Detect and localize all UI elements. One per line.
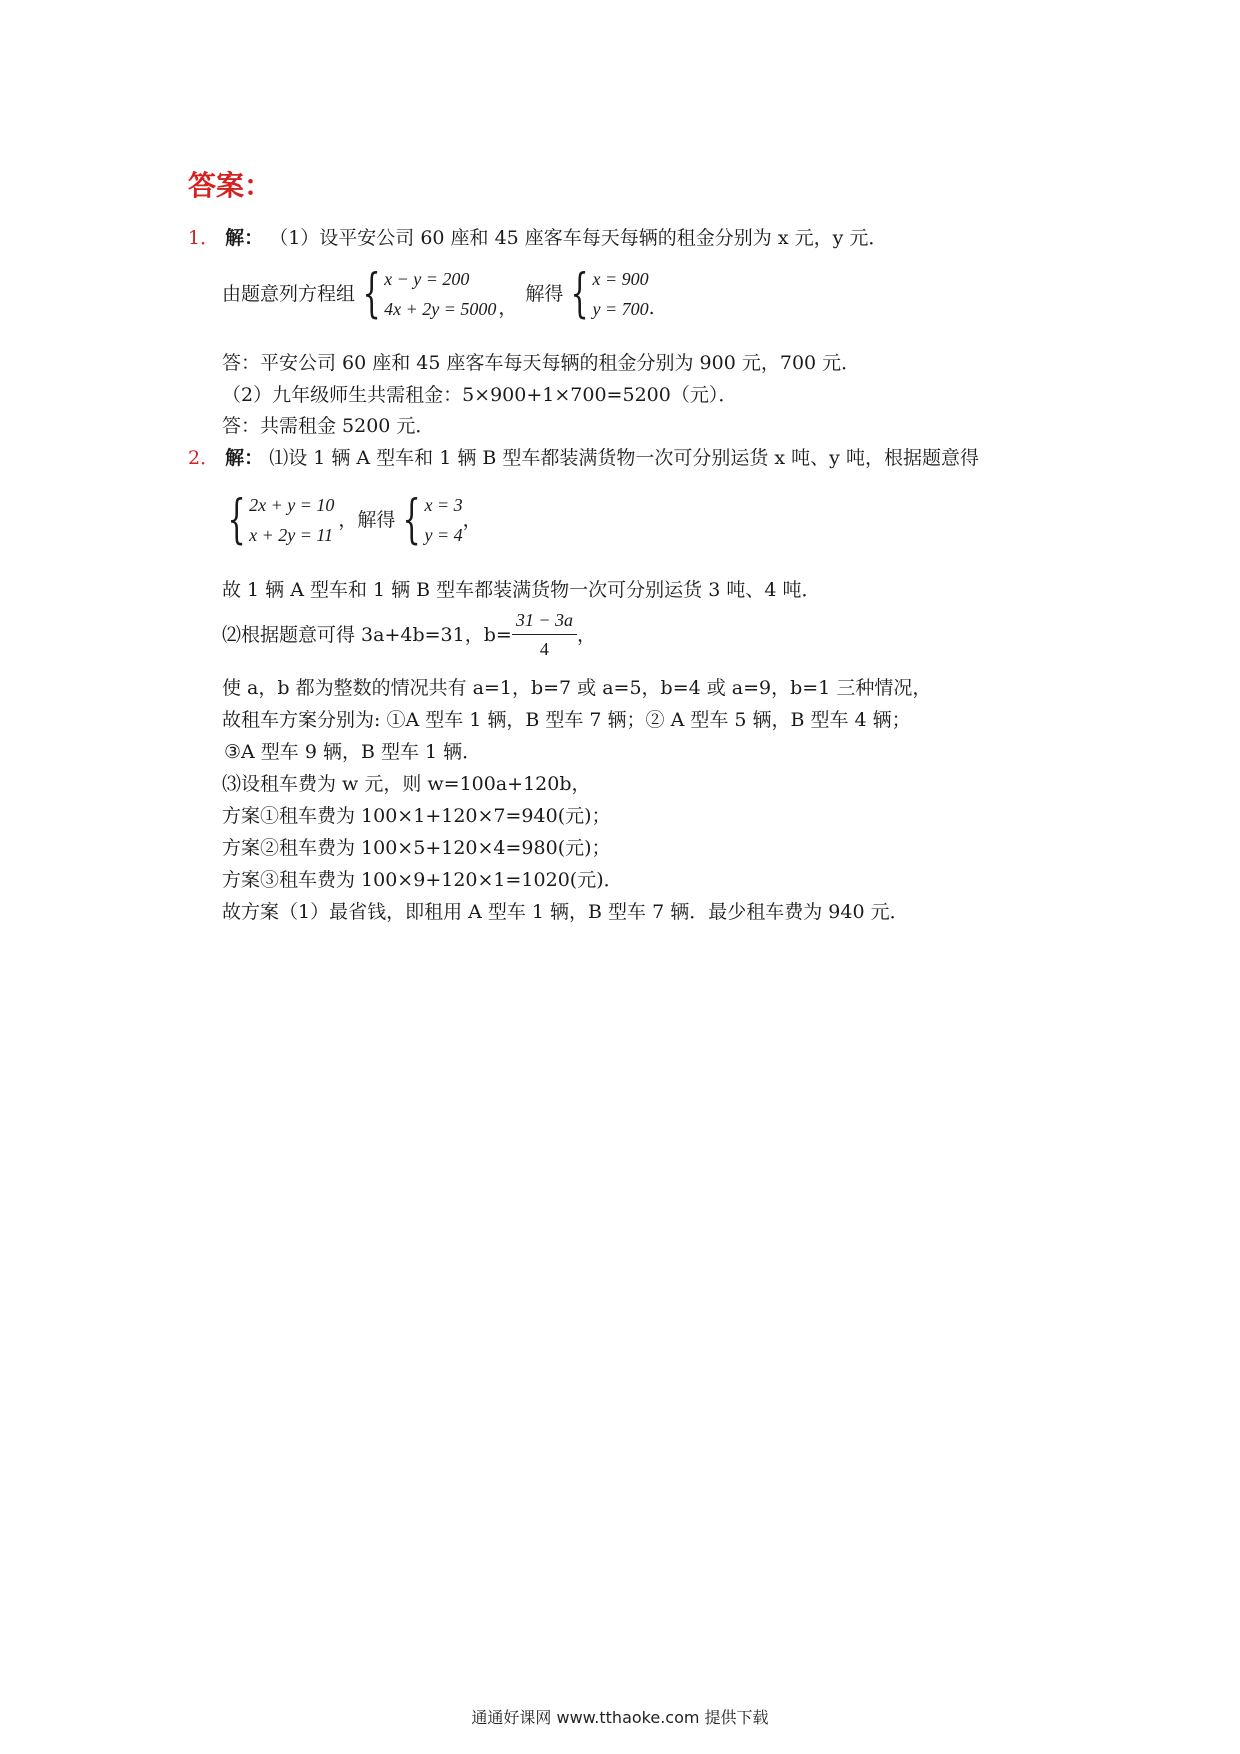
q2-system2-eq1: x = 3	[424, 495, 463, 515]
q2-system1-eq2: x + 2y = 11	[249, 525, 334, 545]
q2-part1-line	[188, 446, 979, 470]
q2-frac-numerator: 31 − 3a	[512, 608, 577, 635]
q2-frac-denominator: 4	[539, 639, 549, 659]
left-brace-icon: {	[402, 490, 422, 550]
q1-answer2: 答：共需租金 5200 元．	[222, 415, 435, 437]
footer-download-note: 通通好课网 www.tthaoke.com 提供下载	[471, 1708, 769, 1727]
q2-number: 2．	[188, 447, 220, 469]
q2-solve-text: ，解得	[338, 509, 396, 531]
q2-part1-text: ⑴设 1 辆 A 型车和 1 辆 B 型车都装满货物一次可分别运货 x 吨、y 吨，根据题意得	[269, 447, 979, 469]
q2-part2-text: ⑵根据题意可得 3a+4b=31，b=	[222, 623, 512, 646]
q1-comma1: ，	[498, 297, 518, 319]
q2-system2-eq2: y = 4	[424, 525, 463, 545]
q1-system1-eq1: x − y = 200	[384, 269, 470, 289]
q2-comma: ，	[462, 509, 482, 531]
left-brace-icon: {	[227, 490, 246, 550]
q1-period: .	[648, 297, 655, 319]
q2-line-h: 方案③租车费为 100×9+120×1=1020(元)．	[222, 869, 623, 891]
q2-line-b: 使 a，b 都为整数的情况共有 a=1，b=7 或 a=5，b=4 或 a=9，b=1 三种情况，	[222, 677, 932, 699]
q1-jie-label: 解：	[225, 227, 264, 249]
q1-solve-text: 解得	[525, 283, 564, 305]
q2-line-g: 方案②租车费为 100×5+120×4=980(元)；	[222, 837, 611, 859]
q2-system1-eq1: 2x + y = 10	[249, 495, 335, 515]
q2-system2	[395, 490, 462, 550]
q1-part2: （2）九年级师生共需租金：5×900+1×700=5200（元）．	[222, 384, 738, 406]
left-brace-icon: {	[570, 264, 590, 324]
left-brace-icon: {	[362, 264, 381, 324]
q1-equation-row	[222, 264, 655, 324]
q2-line-f: 方案①租车费为 100×1+120×7=940(元)；	[222, 805, 611, 827]
q2-fraction	[512, 608, 577, 661]
q1-system1	[355, 264, 496, 324]
q1-part1-text: （1）设平安公司 60 座和 45 座客车每天每辆的租金分别为 x 元，y 元．	[269, 227, 888, 249]
answer-title: 答案：	[188, 169, 273, 202]
q1-system2-eq1: x = 900	[592, 269, 649, 289]
q2-part2-end: ，	[576, 623, 596, 646]
q2-jie-label: 解：	[225, 447, 264, 469]
q1-system2-eq2: y = 700	[592, 299, 649, 319]
q2-line-d: ③A 型车 9 辆，B 型车 1 辆．	[224, 741, 482, 763]
q2-line-i: 故方案（1）最省钱，即租用 A 型车 1 辆，B 型车 7 辆．最少租车费为 940 元．	[222, 901, 909, 923]
q2-line-c: 故租车方案分别为: ①A 型车 1 辆，B 型车 7 辆；② A 型车 5 辆，B 型车 4 辆；	[222, 709, 911, 731]
q2-system1	[220, 490, 334, 550]
q1-system2	[563, 264, 648, 324]
q2-line-e: ⑶设租车费为 w 元，则 w=100a+120b，	[222, 773, 591, 795]
q1-setup-text: 由题意列方程组	[222, 283, 356, 305]
q2-line-a: 故 1 辆 A 型车和 1 辆 B 型车都装满货物一次可分别运货 3 吨、4 吨．	[222, 579, 821, 601]
q1-part1-line	[188, 226, 887, 250]
q1-system1-eq2: 4x + 2y = 5000	[384, 299, 497, 319]
q1-number: 1．	[188, 227, 220, 249]
q2-part2-line	[222, 608, 596, 661]
q1-answer1: 答：平安公司 60 座和 45 座客车每天每辆的租金分别为 900 元，700 元．	[222, 352, 861, 374]
q2-equation-row	[220, 490, 482, 550]
